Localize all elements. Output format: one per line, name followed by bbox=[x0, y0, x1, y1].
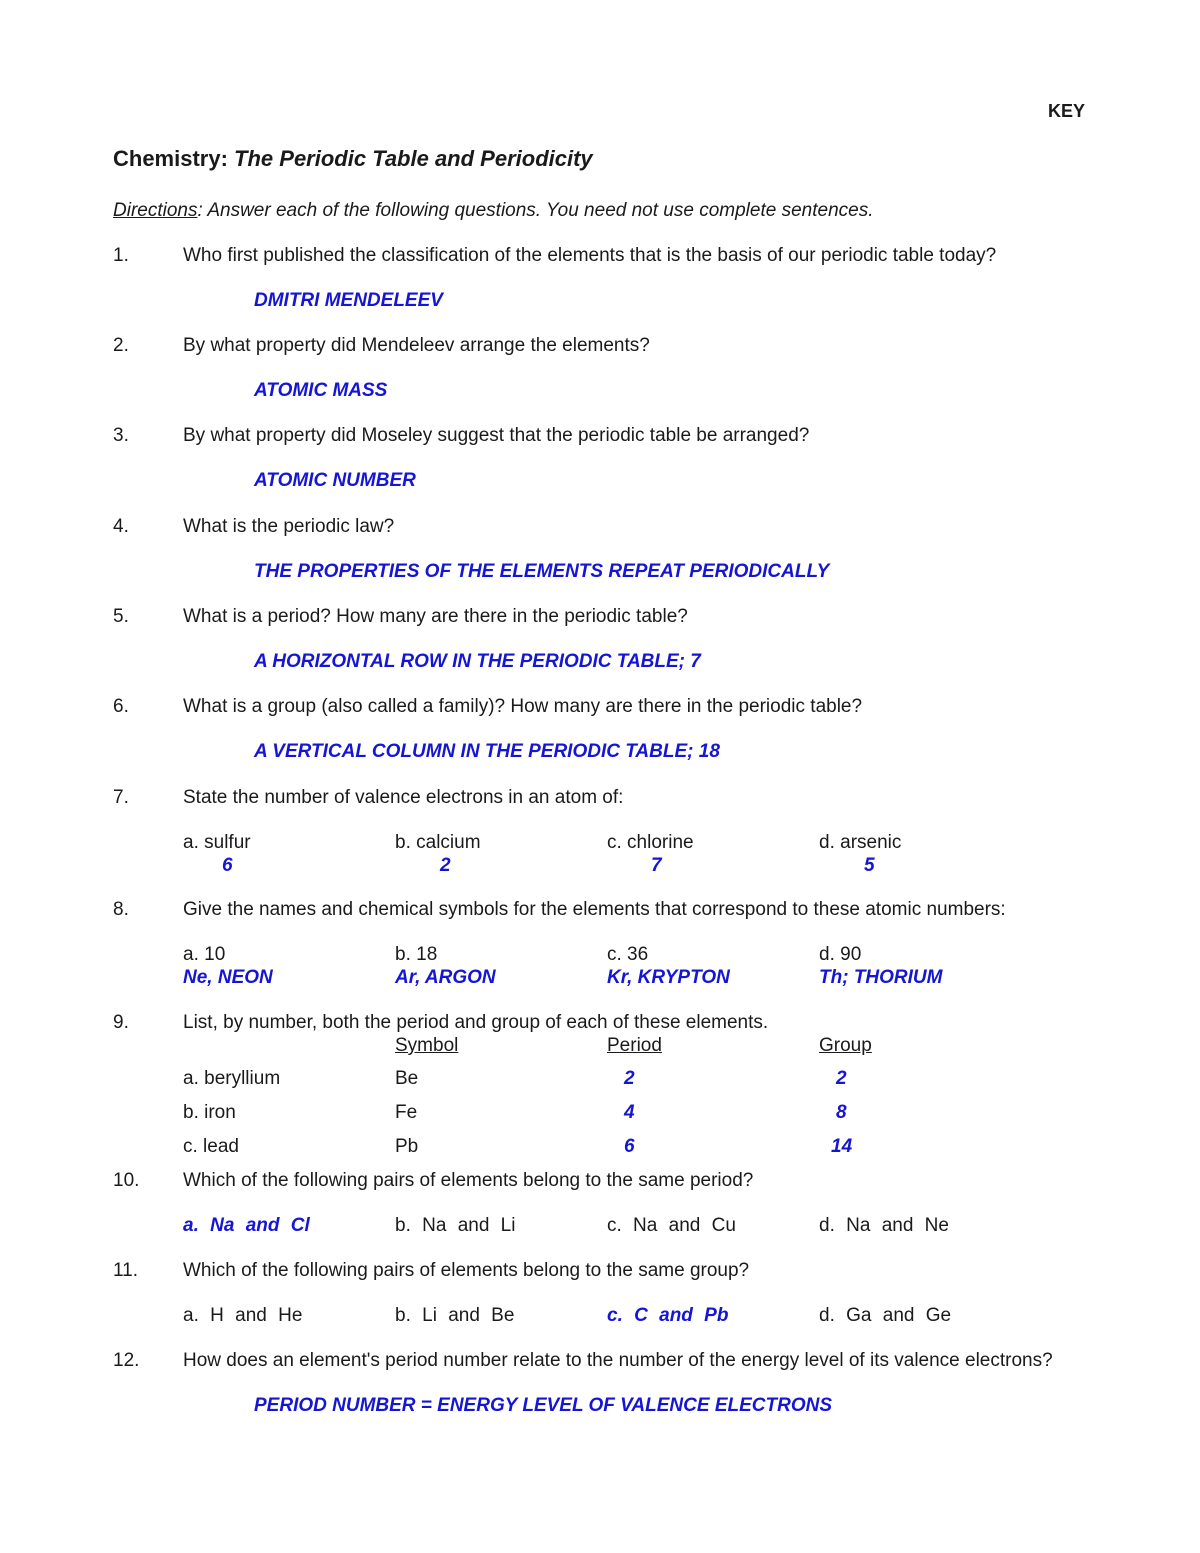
q9-header-symbol: Symbol bbox=[395, 1035, 459, 1056]
q9-row-a-symbol: Be bbox=[395, 1068, 419, 1089]
q7-option-d: d. arsenic bbox=[819, 832, 902, 853]
q11-option-b: b. Li and Be bbox=[395, 1305, 515, 1326]
q9-row-b-group: 8 bbox=[836, 1102, 847, 1123]
q8-number: 8. bbox=[113, 899, 129, 920]
q8-text: Give the names and chemical symbols for the elements that correspond to these atomic numbers: bbox=[183, 899, 1006, 920]
q8-answer-a: Ne, NEON bbox=[183, 967, 273, 988]
q8-answer-c: Kr, KRYPTON bbox=[607, 967, 730, 988]
q9-row-c-element: c. lead bbox=[183, 1136, 239, 1157]
q9-number: 9. bbox=[113, 1012, 129, 1033]
q7-text: State the number of valence electrons in an atom of: bbox=[183, 787, 624, 808]
q10-text: Which of the following pairs of elements belong to the same period? bbox=[183, 1170, 754, 1191]
q8-option-b: b. 18 bbox=[395, 944, 438, 965]
q11-option-c: c. C and Pb bbox=[607, 1305, 729, 1326]
title-topic: The Periodic Table and Periodicity bbox=[234, 146, 593, 171]
q9-header-period: Period bbox=[607, 1035, 662, 1056]
q8-option-a: a. 10 bbox=[183, 944, 226, 965]
q8-answer-d: Th; THORIUM bbox=[819, 967, 943, 988]
q5-text: What is a period? How many are there in the periodic table? bbox=[183, 606, 688, 627]
q1-answer: DMITRI MENDELEEV bbox=[254, 290, 443, 311]
q5-answer: A HORIZONTAL ROW IN THE PERIODIC TABLE; 7 bbox=[254, 651, 701, 672]
q9-row-c-period: 6 bbox=[624, 1136, 635, 1157]
q7-option-b: b. calcium bbox=[395, 832, 481, 853]
q7-answer-b: 2 bbox=[440, 855, 451, 876]
q9-row-b-symbol: Fe bbox=[395, 1102, 418, 1123]
q7-answer-a: 6 bbox=[222, 855, 233, 876]
q2-answer: ATOMIC MASS bbox=[254, 380, 388, 401]
q11-number: 11. bbox=[113, 1260, 139, 1281]
q1-number: 1. bbox=[113, 245, 129, 266]
q2-number: 2. bbox=[113, 335, 129, 356]
q4-number: 4. bbox=[113, 516, 129, 537]
q1-text: Who first published the classification of the elements that is the basis of our periodic table today? bbox=[183, 245, 997, 266]
q9-row-b-period: 4 bbox=[624, 1102, 635, 1123]
q8-option-d: d. 90 bbox=[819, 944, 862, 965]
q7-number: 7. bbox=[113, 787, 129, 808]
q9-text: List, by number, both the period and group of each of these elements. bbox=[183, 1012, 769, 1033]
q7-answer-d: 5 bbox=[864, 855, 875, 876]
q7-option-a: a. sulfur bbox=[183, 832, 251, 853]
q9-row-b-element: b. iron bbox=[183, 1102, 236, 1123]
q7-answer-c: 7 bbox=[651, 855, 662, 876]
q12-number: 12. bbox=[113, 1350, 140, 1371]
q6-number: 6. bbox=[113, 696, 129, 717]
directions-text: : Answer each of the following questions. You need not use complete sentences. bbox=[197, 200, 874, 221]
q10-option-d: d. Na and Ne bbox=[819, 1215, 949, 1236]
q9-header-group: Group bbox=[819, 1035, 872, 1056]
q12-answer: PERIOD NUMBER = ENERGY LEVEL OF VALENCE ELECTRONS bbox=[254, 1395, 832, 1416]
q9-row-a-group: 2 bbox=[836, 1068, 847, 1089]
q3-number: 3. bbox=[113, 425, 129, 446]
q2-text: By what property did Mendeleev arrange the elements? bbox=[183, 335, 650, 356]
directions-label: Directions bbox=[113, 200, 198, 221]
q3-text: By what property did Moseley suggest that the periodic table be arranged? bbox=[183, 425, 810, 446]
q11-option-a: a. H and He bbox=[183, 1305, 303, 1326]
q9-row-c-group: 14 bbox=[831, 1136, 853, 1157]
q9-row-a-element: a. beryllium bbox=[183, 1068, 281, 1089]
q5-number: 5. bbox=[113, 606, 129, 627]
q10-number: 10. bbox=[113, 1170, 140, 1191]
title-subject: Chemistry: bbox=[113, 146, 228, 171]
q4-answer: THE PROPERTIES OF THE ELEMENTS REPEAT PERIODICALLY bbox=[254, 561, 830, 582]
q3-answer: ATOMIC NUMBER bbox=[254, 470, 416, 491]
q9-row-c-symbol: Pb bbox=[395, 1136, 419, 1157]
q10-option-a: a. Na and Cl bbox=[183, 1215, 310, 1236]
q4-text: What is the periodic law? bbox=[183, 516, 395, 537]
q6-answer: A VERTICAL COLUMN IN THE PERIODIC TABLE; 18 bbox=[254, 741, 720, 762]
directions bbox=[113, 201, 873, 220]
q10-option-c: c. Na and Cu bbox=[607, 1215, 736, 1236]
q7-option-c: c. chlorine bbox=[607, 832, 694, 853]
q6-text: What is a group (also called a family)? How many are there in the periodic table? bbox=[183, 696, 863, 717]
q9-row-a-period: 2 bbox=[624, 1068, 635, 1089]
q11-option-d: d. Ga and Ge bbox=[819, 1305, 952, 1326]
page-title bbox=[113, 148, 593, 170]
q8-option-c: c. 36 bbox=[607, 944, 649, 965]
q10-option-b: b. Na and Li bbox=[395, 1215, 516, 1236]
q8-answer-b: Ar, ARGON bbox=[395, 967, 496, 988]
q12-text: How does an element's period number relate to the number of the energy level of its valence electrons? bbox=[183, 1350, 1053, 1371]
key-label: KEY bbox=[1048, 101, 1086, 121]
q11-text: Which of the following pairs of elements belong to the same group? bbox=[183, 1260, 750, 1281]
